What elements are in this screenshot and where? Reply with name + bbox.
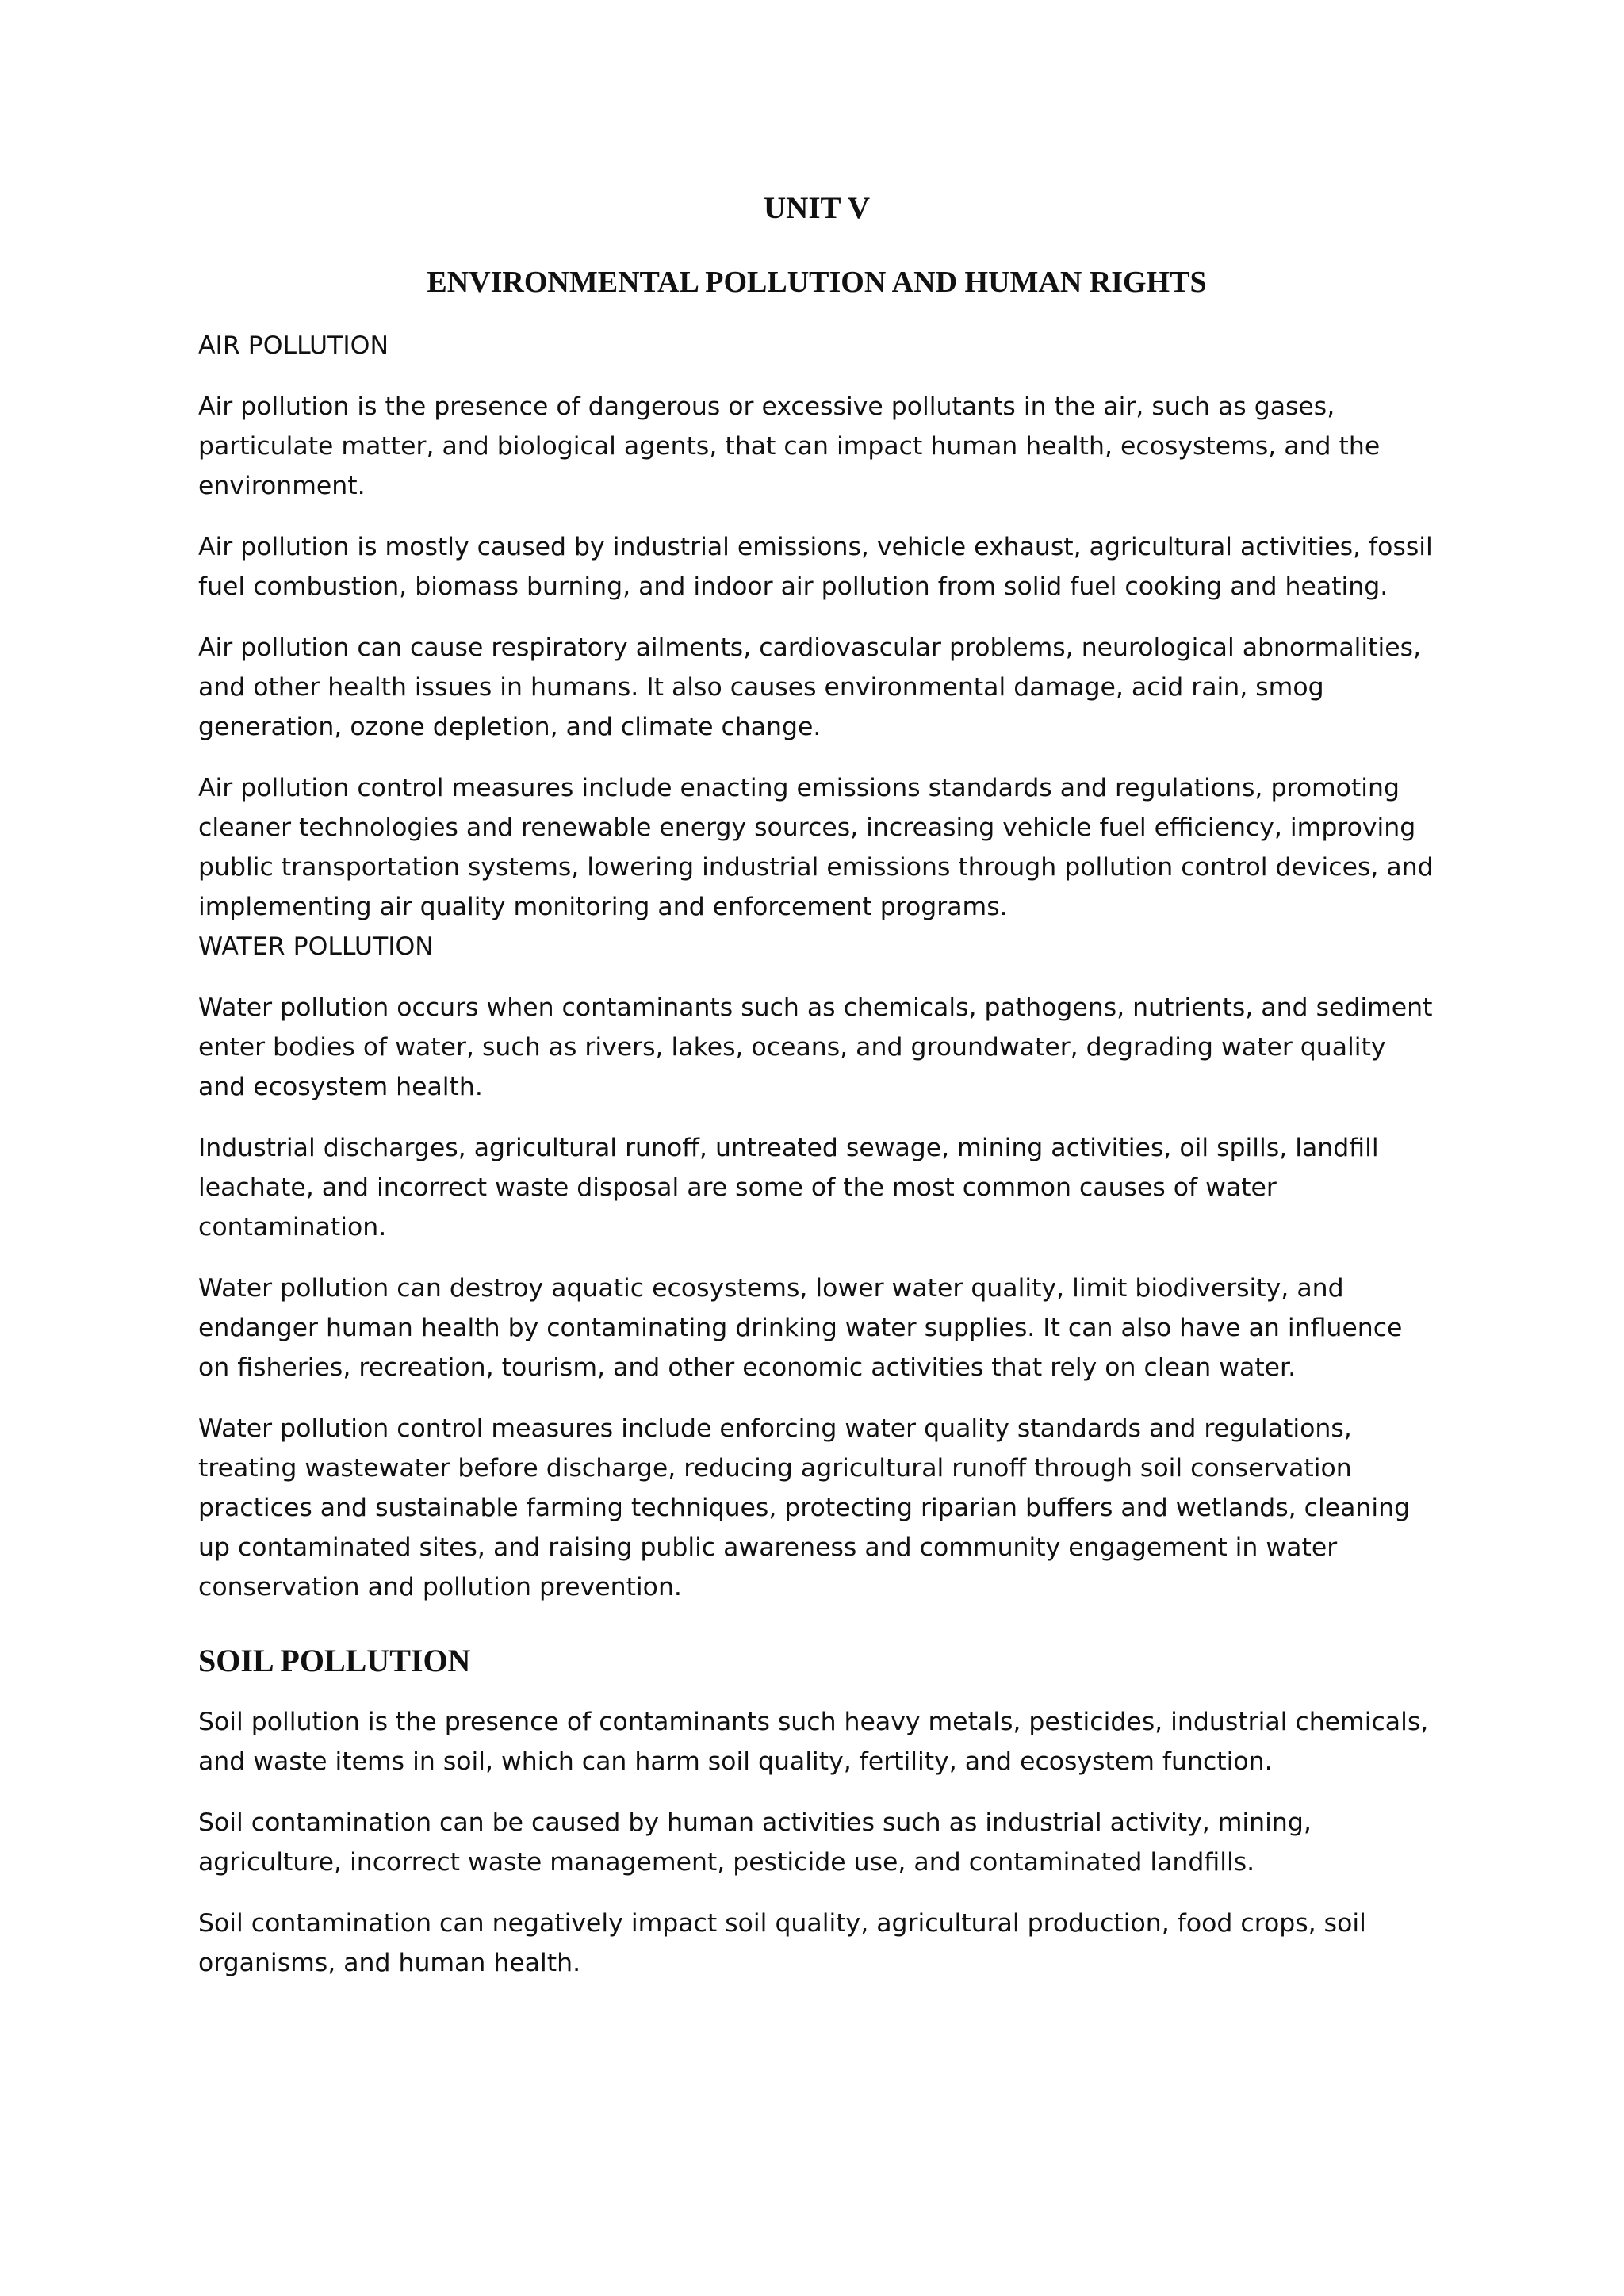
document-body	[198, 192, 1435, 1983]
section-label-air-pollution: AIR POLLUTION	[198, 331, 389, 360]
section-label-water-pollution: WATER POLLUTION	[198, 932, 434, 961]
section-heading-soil-pollution: SOIL POLLUTION	[198, 1642, 471, 1678]
paragraph: Air pollution can cause respiratory ailments, cardiovascular problems, neurological abnormalities, and other health issues in humans. It also causes environmental damage, acid rain, smog generation, ozone depletion, and climate change.	[198, 633, 1422, 741]
soil-pollution-section	[198, 1644, 1435, 1983]
air-pollution-section	[198, 326, 1435, 927]
paragraph: Air pollution control measures include enacting emissions standards and regulations, promoting cleaner technologies and renewable energy sources, increasing vehicle fuel efficiency, improving public transportation systems, lowering industrial emissions through pollution control devices, and implementing air quality monitoring and enforcement programs.	[198, 773, 1434, 921]
paragraph: Soil contamination can be caused by human activities such as industrial activity, mining, agriculture, incorrect waste management, pesticide use, and contaminated landfills.	[198, 1808, 1312, 1877]
water-pollution-section	[198, 927, 1435, 1607]
paragraph: Soil pollution is the presence of contaminants such heavy metals, pesticides, industrial chemicals, and waste items in soil, which can harm soil quality, fertility, and ecosystem function.	[198, 1707, 1429, 1776]
paragraph: Air pollution is the presence of dangerous or excessive pollutants in the air, such as gases, particulate matter, and biological agents, that can impact human health, ecosystems, and the environment.	[198, 392, 1381, 500]
paragraph: Soil contamination can negatively impact soil quality, agricultural production, food crops, soil organisms, and human health.	[198, 1908, 1366, 1977]
unit-title: UNIT V	[763, 191, 871, 225]
document-title: ENVIRONMENTAL POLLUTION AND HUMAN RIGHTS	[427, 265, 1207, 299]
paragraph: Water pollution can destroy aquatic ecosystems, lower water quality, limit biodiversity, and endanger human health by contaminating drinking water supplies. It can also have an influence on fisheries, recreation, tourism, and other economic activities that rely on clean water.	[198, 1273, 1403, 1382]
paragraph: Industrial discharges, agricultural runoff, untreated sewage, mining activities, oil spills, landfill leachate, and incorrect waste disposal are some of the most common causes of water contamination.	[198, 1133, 1379, 1242]
paragraph: Air pollution is mostly caused by industrial emissions, vehicle exhaust, agricultural activities, fossil fuel combustion, biomass burning, and indoor air pollution from solid fuel cooking and heating.	[198, 532, 1433, 601]
paragraph: Water pollution occurs when contaminants such as chemicals, pathogens, nutrients, and sediment enter bodies of water, such as rivers, lakes, oceans, and groundwater, degrading water quality and ecosystem health.	[198, 993, 1433, 1101]
paragraph: Water pollution control measures include enforcing water quality standards and regulations, treating wastewater before discharge, reducing agricultural runoff through soil conservation practices and sustainable farming techniques, protecting riparian buffers and wetlands, cleaning up contaminated sites, and raising public awareness and community engagement in water conservation and pollution prevention.	[198, 1414, 1411, 1601]
